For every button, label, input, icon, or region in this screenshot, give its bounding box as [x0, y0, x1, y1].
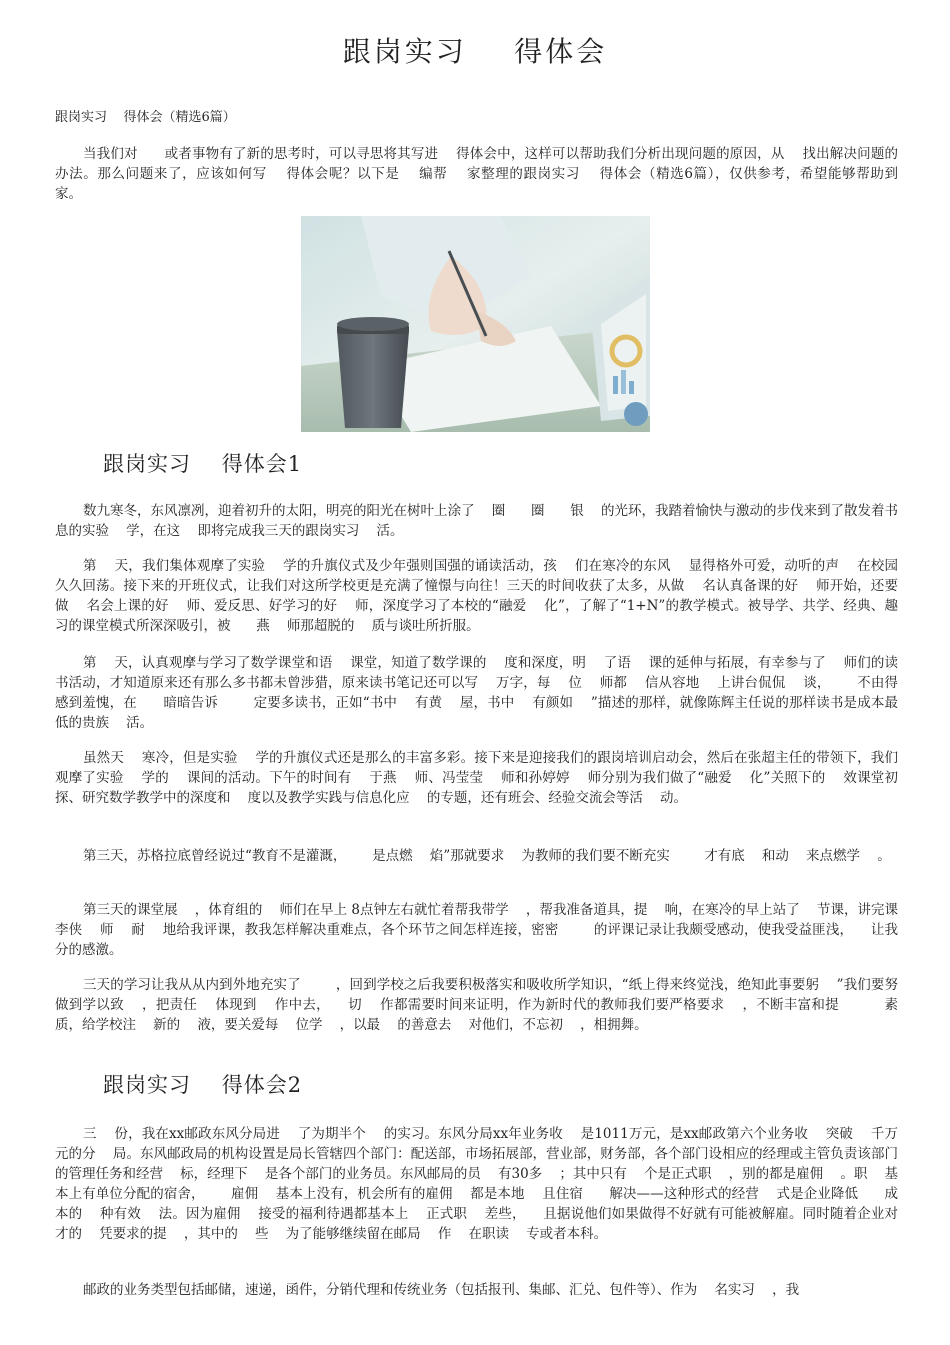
section-title-1: 跟岗实习 得体会1 [103, 452, 303, 476]
section-2-paragraph-2: 邮政的业务类型包括邮储，速递，函件，分销代理和传统业务（包括报刊、集邮、汇兑、包件等）、作为 名实习 ，我 [83, 1282, 800, 1298]
page-title: 跟岗实习 得体会 [342, 35, 608, 68]
section-1-paragraph-7: 三天的学习让我从从内到外地充实了 ，回到学校之后我要积极落实和吸收所学知识，“纸上得来终觉浅，绝知此事要躬 ”我们要努 做到学以致 ，把责任 体现到 作中去， 切 作都需要时间来证明，作为新时代的教师我们要严格要求 ，不断丰富和提 素质，给学校注 新的 液，要关爱每 位学 ，以最 的善意去 对他们，不忘初 ，相拥舞。 [55, 977, 916, 1033]
section-1-paragraph-2: 第 天，我们集体观摩了实验 学的升旗仪式及少年强则国强的诵读活动，孩 们在寒冷的东风 显得格外可爱，动听的声 在校园 久久回荡。接下来的开班仪式，让我们对这所学校更是充满了憧憬与向往！三天的时间收获了太多，从做 名认真备课的好 师开始，还要做 名会上课的好 师、爱反思、好学习的好 师，深度学习了本校的“融爱 化”，了解了“1+N”的教学模式。被导学、共学、经典、趣习的课堂模式所深深吸引，被 燕 师那超脱的 质与谈吐所折服。 [55, 558, 916, 634]
section-1-paragraph-3: 第 天，认真观摩与学习了数学课堂和语 课堂，知道了数学课的 度和深度，明 了语 课的延伸与拓展，有幸参与了 师们的读书活动，才知道原来还有那么多书都未曾涉猎，原来读书笔记还可以写 万字，每 位 师都 信从容地 上讲台侃侃 谈， 不由得感到羞愧，在 暗暗告诉 定要多读书，正如“书中 有黄 屋，书中 有颜如 ”描述的那样，就像陈辉主任说的那样读书是成本最低的贵族 活。 [55, 655, 898, 731]
section-1-paragraph-4: 虽然天 寒冷，但是实验 学的升旗仪式还是那么的丰富多彩。接下来是迎接我们的跟岗培训启动会，然后在张超主任的带领下，我们观摩了实验 学的 课间的活动。下午的时间有 于燕 师、冯莹莹 师和孙婷婷 师分别为我们做了“融爱 化”关照下的 效课堂初探、研究数学教学中的深度和 度以及教学实践与信息化应 的专题，还有班会、经验交流会等活 动。 [55, 750, 898, 806]
photo-desk-writing-icon [301, 216, 650, 432]
intro-paragraph: 当我们对 或者事物有了新的思考时，可以寻思将其写进 得体会中，这样可以帮助我们分析出现问题的原因，从 找出解决问题的办法。那么问题来了，应该如何写 得体会呢？以下是 编帮 家整理的跟岗实习 得体会（精选6篇），仅供参考，希望能够帮助到 家。 [55, 146, 916, 202]
section-1-paragraph-1: 数九寒冬，东风凛冽，迎着初升的太阳，明亮的阳光在树叶上涂了 圈 圈 银 的光环，我踏着愉快与激动的步伐来到了散发着书 息的实验 学，在这 即将完成我三天的跟岗实习 活。 [55, 503, 924, 539]
section-title-2: 跟岗实习 得体会2 [103, 1073, 303, 1097]
section-1-paragraph-6: 第三天的课堂展 ，体育组的 师们在早上 8点钟左右就忙着帮我带学 ，帮我准备道具，提 响，在寒冷的早上站了 节课，讲完课李侠 师 耐 地给我评课，教我怎样解决重难点，各个环节之间怎样连接，密密 的评课记录让我颇受感动，使我受益匪浅， 让我 分的感激。 [55, 902, 916, 958]
document-subtitle: 跟岗实习 得体会（精选6篇） [55, 110, 236, 125]
section-1-paragraph-5: 第三天，苏格拉底曾经说过“教育不是灌溉， 是点燃 焰”那就要求 为教师的我们要不断充实 才有底 和动 来点燃学 。 [83, 848, 891, 864]
section-2-paragraph-1: 三 份，我在xx邮政东风分局进 了为期半个 的实习。东风分局xx年业务收 是1011万元，是xx邮政第六个业务收 突破 千万元的分 局。东风邮政局的机构设置是局长管辖四个部门：配送部，市场拓展部，营业部，财务部，各个部门设相应的经理或主管负责该部门的管理任务和经营 标，经理下 是各个部门的业务员。东风邮局的员 有30多 ；其中只有 个是正式职 ，别的都是雇佣 。职 基本上有单位分配的宿舍， 雇佣 基本上没有，机会所有的雇佣 都是本地 且住宿 解决——这种形式的经营 式是企业降低 成本的 种有效 法。因为雇佣 接受的福利待遇都基本上 正式职 差些， 且据说他们如果做得不好就有可能被解雇。同时随着企业对 才的 凭要求的提 ，其中的 些 为了能够继续留在邮局 作 在职读 专或者本科。 [55, 1126, 916, 1242]
article-photo [301, 216, 650, 432]
